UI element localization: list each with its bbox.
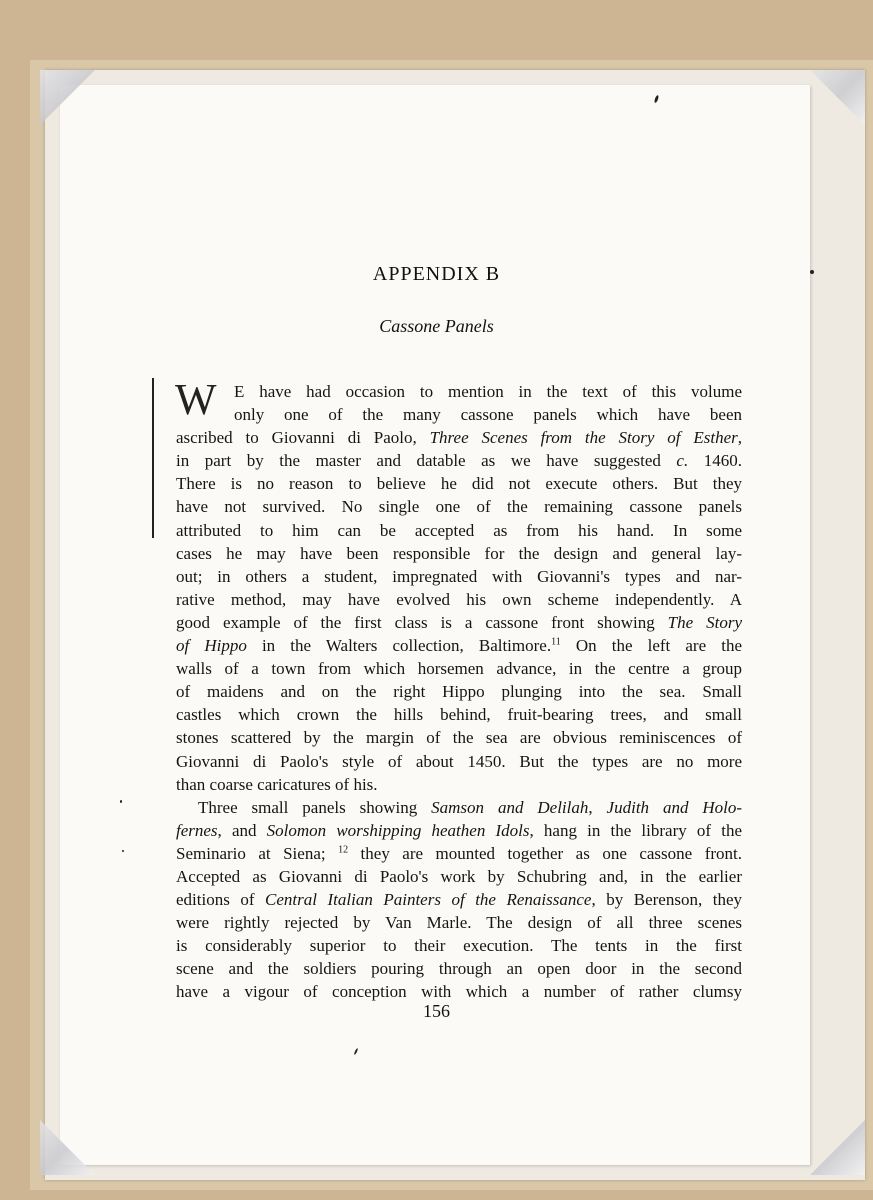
- text-line: editions of Central Italian Painters of the Renaissance, by Berenson, they: [176, 890, 742, 910]
- text-line: ascribed to Giovanni di Paolo, Three Scenes from the Story of Esther,: [176, 428, 742, 448]
- body-text: [175, 375, 743, 1004]
- text-line: There is no reason to believe he did not execute others. But they: [176, 474, 742, 494]
- ink-speck: [122, 850, 124, 852]
- text-line: were rightly rejected by Van Marle. The design of all three scenes: [176, 913, 742, 933]
- text-line: scene and the soldiers pouring through an open door in the second: [176, 959, 742, 979]
- text-line: E have had occasion to mention in the text of this volume: [234, 382, 742, 401]
- text-line: fernes, and Solomon worshipping heathen Idols, hang in the library of the: [176, 820, 743, 840]
- text-line: stones scattered by the margin of the sea are obvious reminiscences of: [176, 728, 742, 748]
- text-line: Seminario at Siena; $^{12}$ they are mounted together as one cassone front.: [176, 843, 742, 863]
- page-number: 156: [423, 1001, 450, 1021]
- text-line: is considerably superior to their execution. The tents in the first: [176, 936, 742, 956]
- margin-rule: [152, 378, 154, 538]
- text-line: only one of the many cassone panels which have been: [234, 405, 742, 425]
- text-line: rative method, may have evolved his own scheme independently. A: [176, 589, 742, 609]
- text-line: in part by the master and datable as we have suggested c. 1460.: [176, 451, 743, 471]
- text-line: attributed to him can be accepted as from his hand. In some: [176, 520, 742, 540]
- text-line: have a vigour of conception with which a number of rather clumsy: [176, 982, 742, 1002]
- text-line: walls of a town from which horsemen advance, in the centre a group: [176, 659, 742, 679]
- appendix-subheading: Cassone Panels: [379, 316, 494, 336]
- text-line: Giovanni di Paolo's style of about 1450. But the types are no more: [176, 751, 742, 771]
- text-line: have not survived. No single one of the remaining cassone panels: [176, 497, 742, 517]
- text-line: Three small panels showing Samson and Delilah, Judith and Holo-: [198, 797, 743, 817]
- text-line: cases he may have been responsible for the design and general lay-: [176, 543, 742, 563]
- text-line: than coarse caricatures of his.: [176, 774, 378, 794]
- appendix-heading: APPENDIX B: [372, 263, 501, 285]
- drop-cap: W: [175, 375, 217, 424]
- text-line: of Hippo in the Walters collection, Baltimore.$^{11}$ On the left are the: [176, 636, 742, 656]
- text-line: of maidens and on the right Hippo plunging into the sea. Small: [176, 682, 742, 702]
- footnote-ref: 12: [338, 844, 349, 856]
- footnote-ref: 11: [551, 636, 561, 648]
- text-line: Accepted as Giovanni di Paolo's work by Schubring and, in the earlier: [176, 866, 742, 886]
- text-line: castles which crown the hills behind, fruit-bearing trees, and small: [176, 705, 742, 725]
- text-line: good example of the first class is a cassone front showing The Story: [176, 612, 742, 632]
- text-line: out; in others a student, impregnated with Giovanni's types and nar-: [176, 566, 742, 586]
- ink-speck: [120, 800, 122, 803]
